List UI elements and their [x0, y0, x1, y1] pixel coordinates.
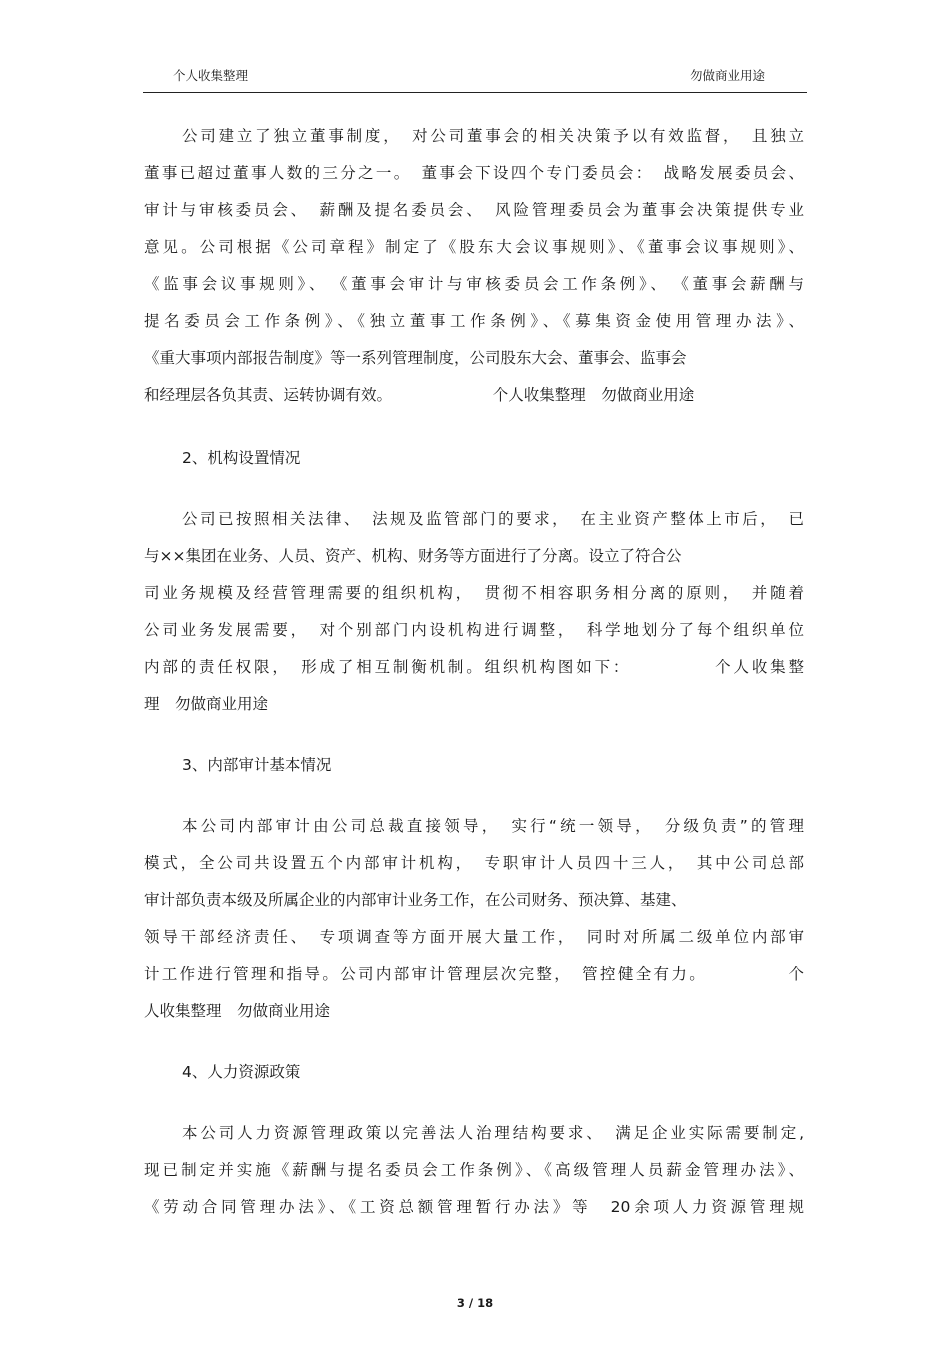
- body-text-line: 内部的责任权限， 形成了相互制衡机制。组织机构图如下： 个人收集整: [144, 658, 804, 676]
- body-text-line: 董事已超过董事人数的三分之一。 董事会下设四个专门委员会： 战略发展委员会、: [144, 164, 804, 182]
- body-text-line: 意见。公司根据《公司章程》制定了《股东大会议事规则》、《董事会议事规则》、: [144, 238, 804, 256]
- page-header: [143, 66, 807, 93]
- body-text-line: 本公司内部审计由公司总裁直接领导， 实行“统一领导， 分级负责”的管理: [182, 817, 804, 835]
- body-text-line: 模式，全公司共设置五个内部审计机构， 专职审计人员四十三人， 其中公司总部: [144, 854, 804, 872]
- body-text-line: 公司业务发展需要， 对个别部门内设机构进行调整， 科学地划分了每个组织单位: [144, 621, 804, 639]
- body-text-line: 理 勿做商业用途: [144, 695, 269, 713]
- body-text-line: 《监事会议事规则》、 《董事会审计与审核委员会工作条例》、 《董事会薪酬与: [144, 275, 804, 293]
- body-text-line: 和经理层各负其责、运转协调有效。 个人收集整理 勿做商业用途: [144, 386, 695, 404]
- header-right-text: 勿做商业用途: [689, 68, 765, 83]
- section-heading: 4、人力资源政策: [182, 1063, 301, 1081]
- body-text-line: 计工作进行管理和指导。公司内部审计管理层次完整， 管控健全有力。 个: [144, 965, 804, 983]
- body-text-line: 审计与审核委员会、 薪酬及提名委员会、 风险管理委员会为董事会决策提供专业: [144, 201, 804, 219]
- body-text-line: 人收集整理 勿做商业用途: [144, 1002, 331, 1020]
- body-text-line: 司业务规模及经营管理需要的组织机构， 贯彻不相容职务相分离的原则， 并随着: [144, 584, 804, 602]
- body-text-line: 《重大事项内部报告制度》等一系列管理制度，公司股东大会、董事会、监事会: [144, 349, 687, 367]
- body-text-line: 提名委员会工作条例》、《独立董事工作条例》、《募集资金使用管理办法》、: [144, 312, 804, 330]
- section-heading: 3、内部审计基本情况: [182, 756, 332, 774]
- body-text-line: 公司建立了独立董事制度， 对公司董事会的相关决策予以有效监督， 且独立: [182, 127, 804, 145]
- body-text-line: 审计部负责本级及所属企业的内部审计业务工作，在公司财务、预决算、基建、: [144, 891, 687, 909]
- section-heading: 2、机构设置情况: [182, 449, 301, 467]
- page-number: 3 / 18: [456, 1296, 494, 1310]
- body-text-line: 领导干部经济责任、 专项调查等方面开展大量工作， 同时对所属二级单位内部审: [144, 928, 804, 946]
- body-text-line: 与××集团在业务、人员、资产、机构、财务等方面进行了分离。设立了符合公: [144, 547, 682, 565]
- body-text-line: 公司已按照相关法律、 法规及监管部门的要求， 在主业资产整体上市后， 已: [182, 510, 804, 528]
- body-text-line: 《劳动合同管理办法》、《工资总额管理暂行办法》等 20余项人力资源管理规: [144, 1198, 804, 1216]
- body-text-line: 本公司人力资源管理政策以完善法人治理结构要求、 满足企业实际需要制定,: [182, 1124, 804, 1142]
- header-left-text: 个人收集整理: [173, 68, 249, 83]
- body-text-line: 现已制定并实施《薪酬与提名委员会工作条例》、《高级管理人员薪金管理办法》、: [144, 1161, 804, 1179]
